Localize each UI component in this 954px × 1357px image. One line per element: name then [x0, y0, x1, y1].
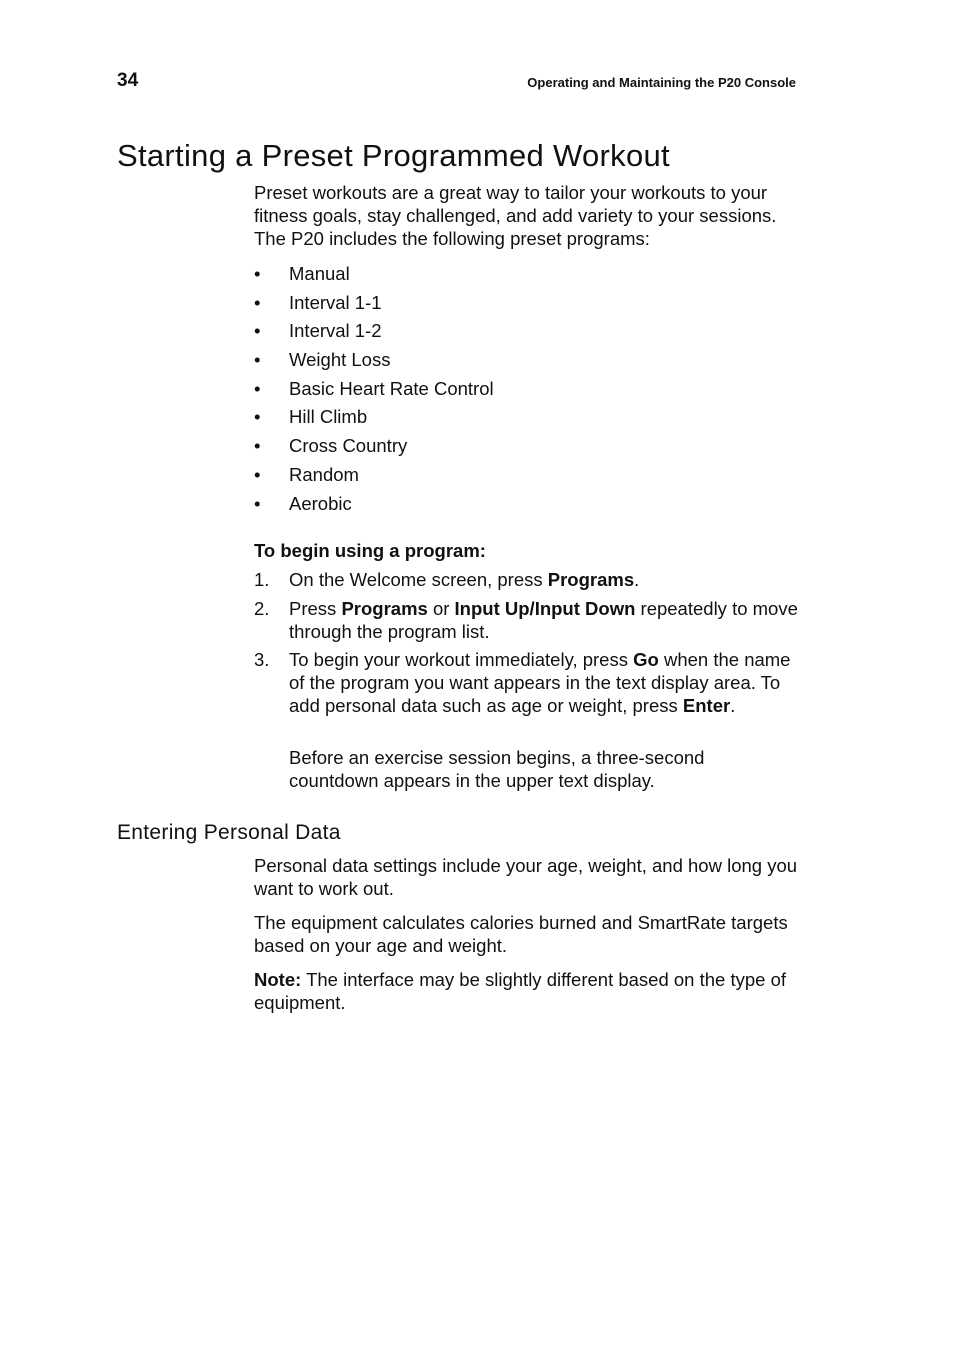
program-name: Hill Climb: [289, 406, 368, 428]
enter-button-label: Enter: [682, 695, 731, 716]
program-name: Aerobic: [289, 492, 352, 514]
program-name: Basic Heart Rate Control: [289, 377, 494, 399]
program-name: Random: [289, 463, 359, 485]
bullet-icon: •: [254, 320, 261, 342]
programs-button-label: Programs: [547, 569, 635, 590]
program-name: Weight Loss: [289, 349, 391, 371]
step-text: To begin your workout immediately, press Go when the name of the program you want appears in the text display area. To add personal data such as age or weight, press Enter.: [289, 649, 791, 716]
bullet-icon: •: [254, 377, 261, 399]
step-text: Press Programs or Input Up/Input Down repeatedly to move through the program list.: [289, 598, 798, 642]
bullet-icon: •: [254, 435, 261, 457]
list-item: [254, 492, 494, 521]
step-text: On the Welcome screen, press Programs.: [289, 569, 640, 590]
step-number: 1.: [254, 569, 270, 590]
note-text: The interface may be slightly different based on the type of equipment.: [254, 969, 787, 1013]
list-item: [254, 291, 494, 320]
subsection-title: Entering Personal Data: [117, 821, 341, 844]
go-button-label: Go: [633, 649, 659, 670]
bullet-icon: •: [254, 463, 261, 485]
list-item: [254, 319, 494, 348]
list-item: [254, 262, 494, 291]
list-item: [254, 348, 494, 377]
program-name: Manual: [289, 263, 350, 284]
list-item: [254, 405, 494, 434]
bullet-icon: •: [254, 406, 261, 428]
input-up-down-button-label: Input Up/Input Down: [454, 598, 636, 619]
personal-data-paragraph-2: The equipment calculates calories burned and SmartRate targets based on your age and weight.: [254, 912, 788, 956]
procedure-heading: To begin using a program:: [254, 540, 486, 561]
programs-button-label: Programs: [341, 598, 428, 619]
section-title: Starting a Preset Programmed Workout: [117, 138, 670, 173]
step-3-note: Before an exercise session begins, a three-second countdown appears in the upper text display.: [289, 747, 705, 791]
bullet-icon: •: [254, 492, 261, 514]
bullet-icon: •: [254, 291, 261, 313]
program-name: Interval 1-2: [289, 320, 382, 342]
list-item: [254, 434, 494, 463]
list-item: [254, 463, 494, 492]
bullet-icon: •: [254, 263, 261, 284]
list-item: [254, 377, 494, 406]
intro-paragraph: Preset workouts are a great way to tailor your workouts to your fitness goals, stay challenged, and add variety to your sessions. The P20 includes the following preset programs:: [254, 182, 777, 249]
note-paragraph: [254, 968, 799, 1014]
program-name: Cross Country: [289, 435, 408, 457]
note-label: Note:: [254, 969, 302, 990]
running-header: Operating and Maintaining the P20 Console: [527, 75, 796, 90]
page-number: 34: [117, 70, 139, 91]
personal-data-paragraph-1: Personal data settings include your age, weight, and how long you want to work out.: [254, 855, 798, 899]
step-number: 2.: [254, 598, 270, 619]
step-number: 3.: [254, 649, 270, 670]
bullet-icon: •: [254, 349, 261, 371]
program-name: Interval 1-1: [289, 291, 382, 313]
program-list: [254, 262, 494, 520]
